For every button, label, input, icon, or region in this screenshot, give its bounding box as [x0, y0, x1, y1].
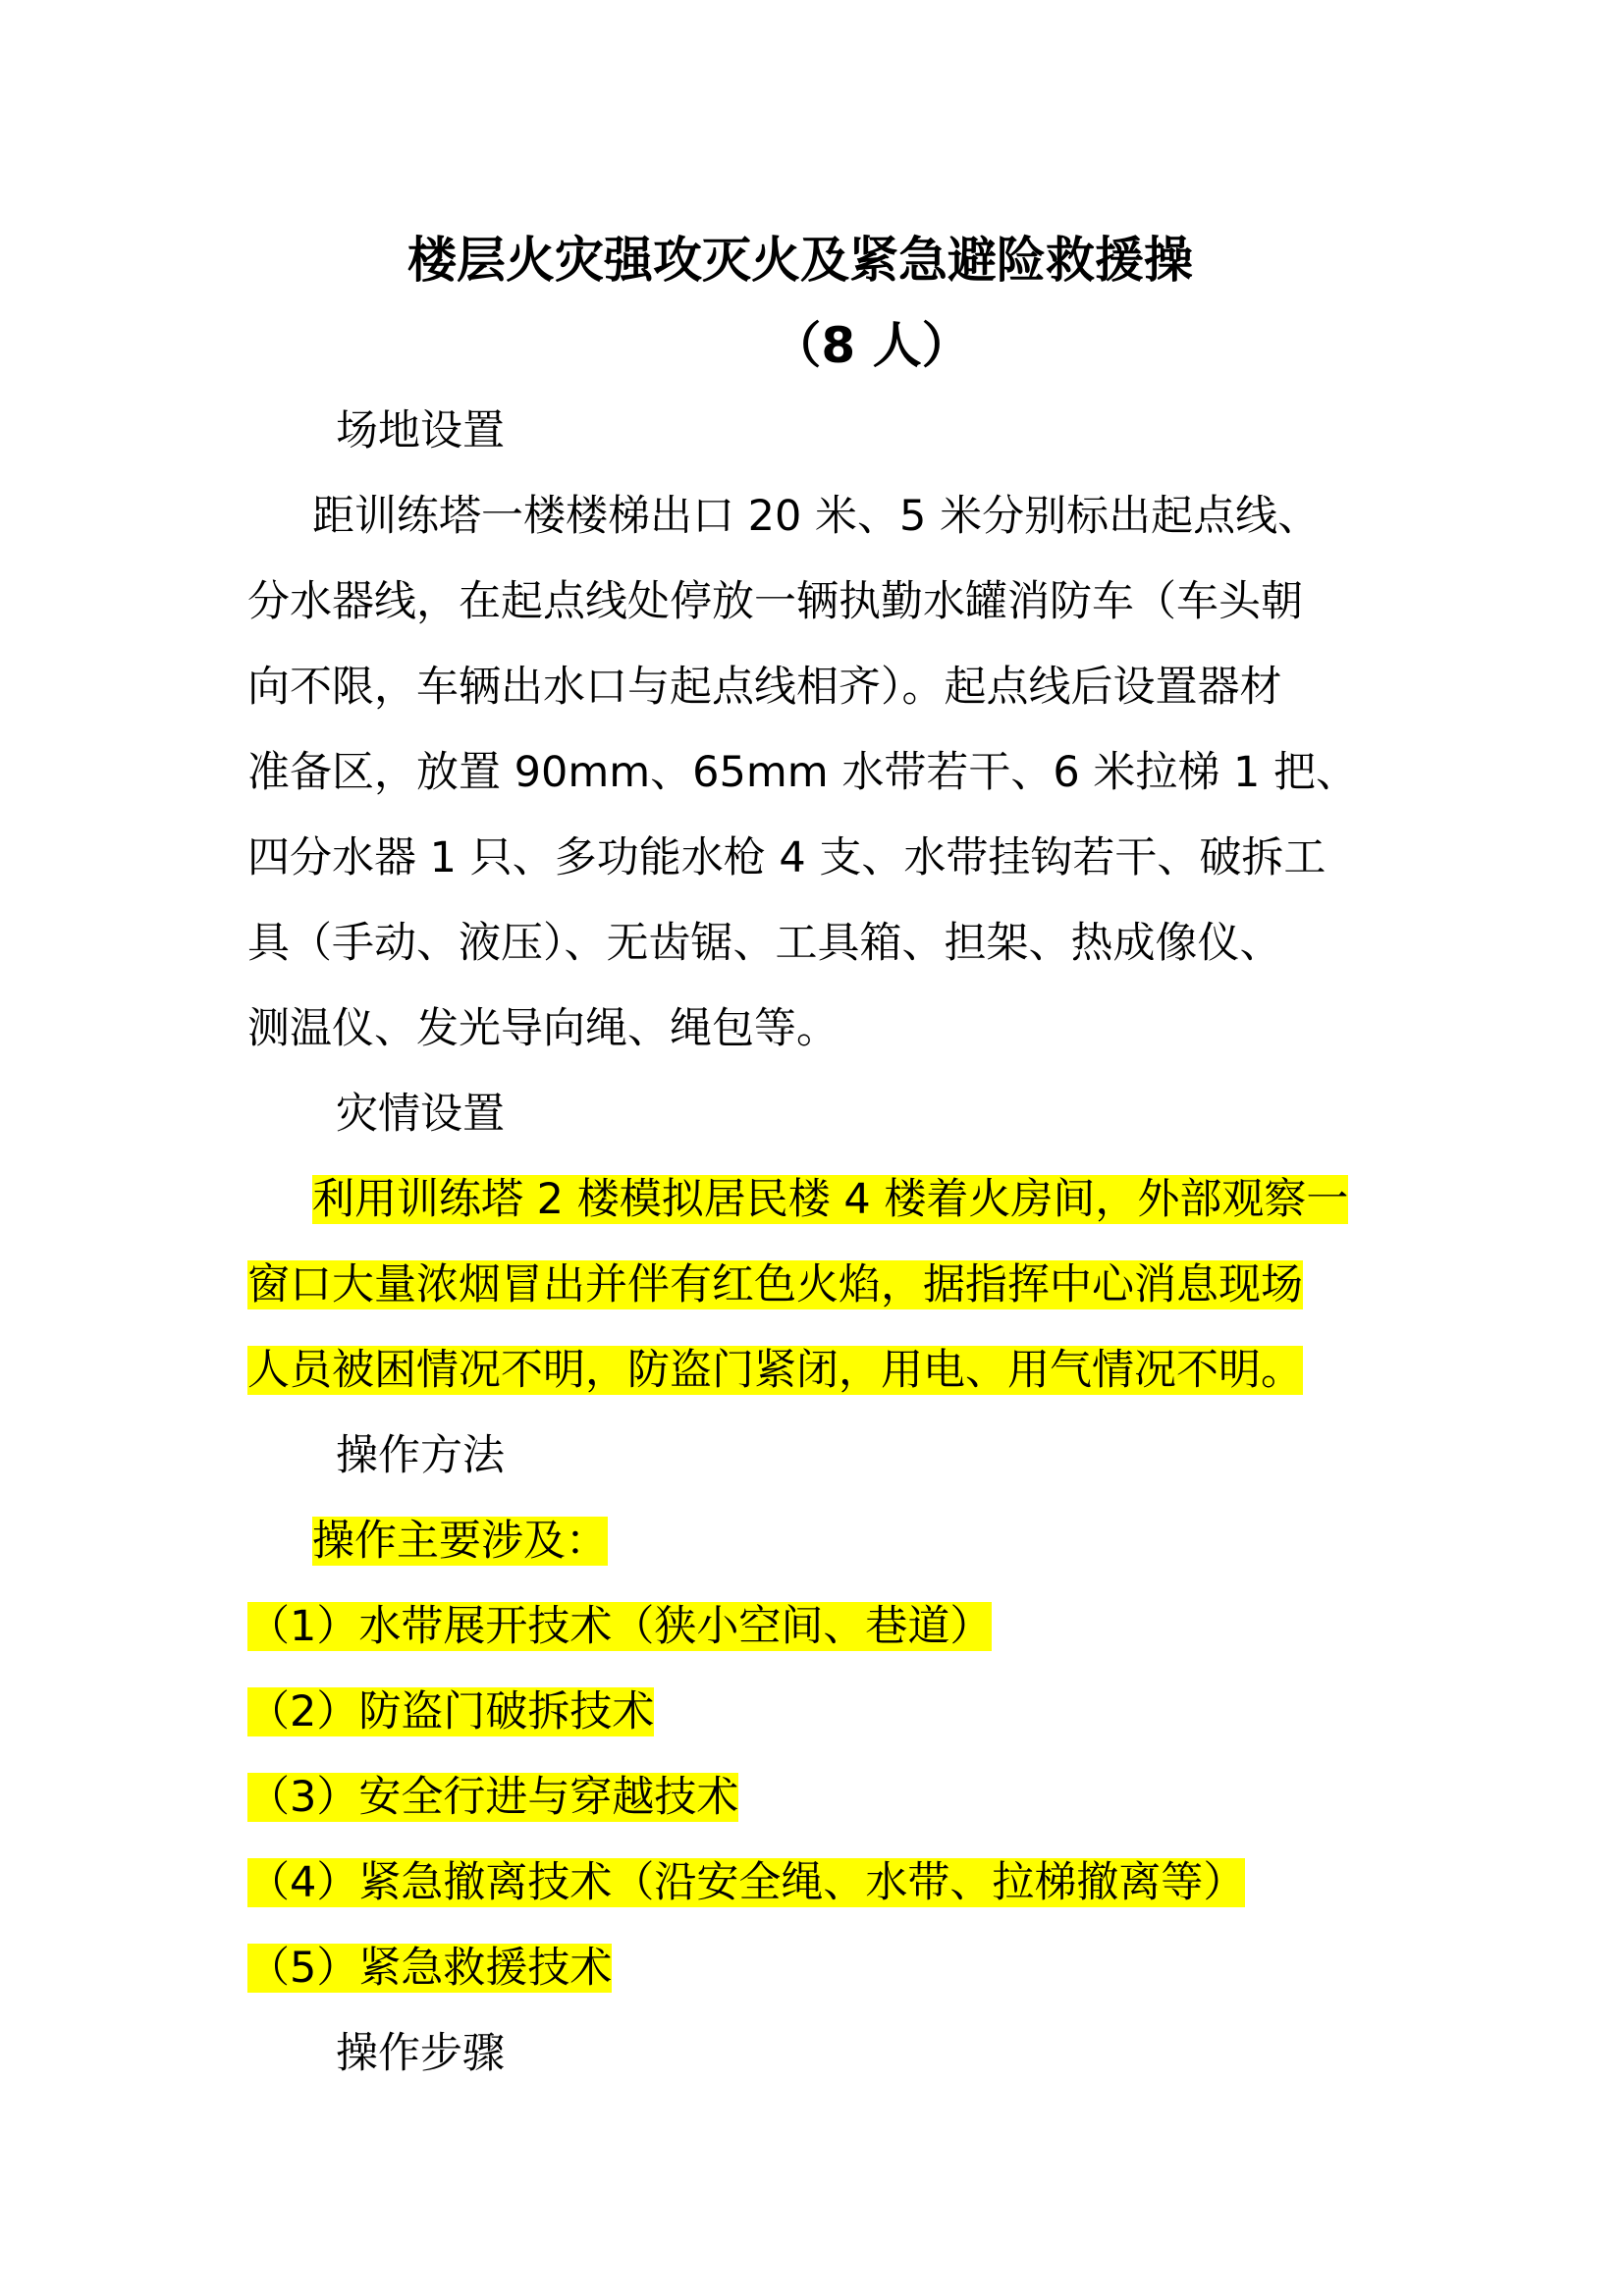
paragraph-line: 四分水器 1 只、多功能水枪 4 支、水带挂钩若干、破拆工: [247, 833, 1326, 882]
highlight-text: （5）紧急救援技术: [247, 1944, 613, 1993]
paragraph-line: 准备区，放置 90mm、65mm 水带若干、6 米拉梯 1 把、: [247, 748, 1359, 797]
highlight-text: 操作主要涉及：: [312, 1517, 608, 1566]
paragraph-line: 具（手动、液压）、无齿锯、工具箱、担架、热成像仪、: [247, 919, 1282, 968]
section-heading-site: 场地设置: [336, 406, 505, 455]
section-heading-method: 操作方法: [336, 1431, 505, 1480]
highlight-text: （3）安全行进与穿越技术: [247, 1773, 739, 1822]
highlighted-line: [312, 1514, 608, 1569]
highlight-text: 人员被困情况不明，防盗门紧闭，用电、用气情况不明。: [247, 1346, 1303, 1395]
document-title-line1: 楼层火灾强攻灭火及紧急避险救援操: [407, 232, 1193, 289]
paragraph-line: 分水器线，在起点线处停放一辆执勤水罐消防车（车头朝: [247, 577, 1303, 626]
highlight-text: 窗口大量浓烟冒出并伴有红色火焰，据指挥中心消息现场: [247, 1260, 1303, 1309]
highlight-text: （2）防盗门破拆技术: [247, 1687, 655, 1736]
highlighted-line: [312, 1172, 1348, 1227]
section-heading-fire: 灾情设置: [336, 1090, 505, 1139]
highlighted-line: [247, 1343, 1303, 1398]
highlight-text: （1）水带展开技术（狭小空间、巷道）: [247, 1602, 993, 1651]
list-item: [247, 1684, 654, 1739]
list-item: [247, 1599, 992, 1654]
highlight-text: 利用训练塔 2 楼模拟居民楼 4 楼着火房间，外部观察一: [312, 1175, 1349, 1224]
list-item: [247, 1941, 612, 1996]
paragraph-line: 测温仪、发光导向绳、绳包等。: [247, 1004, 839, 1053]
section-heading-steps: 操作步骤: [336, 2029, 505, 2078]
paragraph-line: 向不限，车辆出水口与起点线相齐）。起点线后设置器材: [247, 663, 1282, 712]
highlighted-line: [247, 1257, 1303, 1312]
list-item: [247, 1770, 738, 1825]
paragraph-line: 距训练塔一楼楼梯出口 20 米、5 米分别标出起点线、: [312, 492, 1321, 541]
highlight-text: （4）紧急撤离技术（沿安全绳、水带、拉梯撤离等）: [247, 1858, 1246, 1907]
document-title-line2: （8 人）: [772, 317, 971, 374]
list-item: [247, 1855, 1245, 1910]
